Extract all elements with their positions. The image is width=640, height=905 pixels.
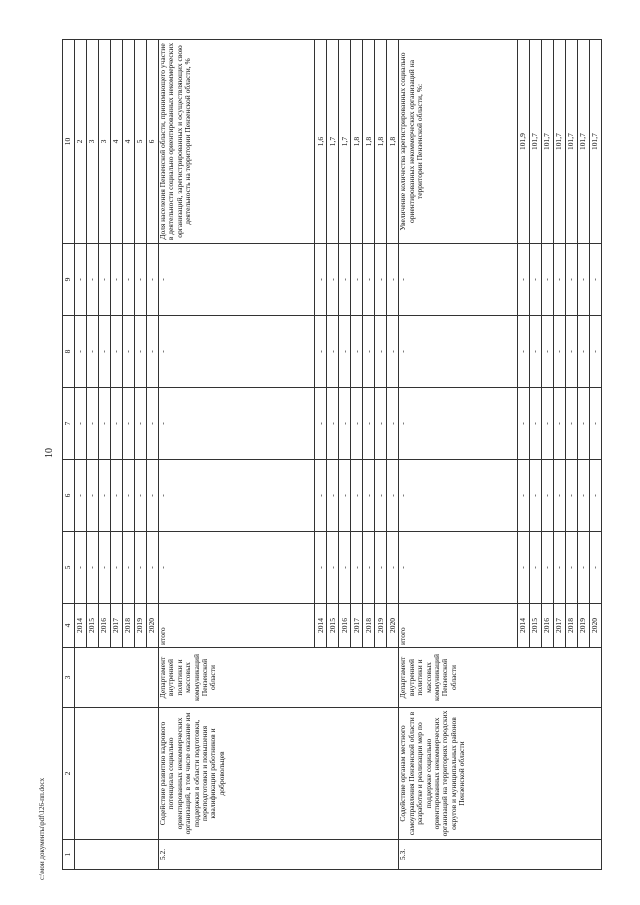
- value-cell: -: [99, 388, 111, 460]
- value-cell: 1,8: [387, 40, 399, 244]
- section-total-row: [399, 40, 518, 870]
- value-cell: -: [351, 460, 363, 532]
- value-cell: -: [542, 316, 554, 388]
- value-cell: -: [147, 388, 159, 460]
- total-value-cell: -: [399, 532, 518, 604]
- value-cell: -: [123, 388, 135, 460]
- value-cell: -: [554, 388, 566, 460]
- header-cell: 8: [63, 316, 75, 388]
- value-cell: 1,8: [363, 40, 375, 244]
- value-cell: -: [327, 532, 339, 604]
- header-cell: 6: [63, 460, 75, 532]
- value-cell: -: [135, 388, 147, 460]
- value-cell: -: [363, 460, 375, 532]
- value-cell: -: [590, 460, 602, 532]
- value-cell: -: [554, 460, 566, 532]
- value-cell: -: [351, 388, 363, 460]
- value-cell: -: [518, 316, 530, 388]
- value-cell: 101,7: [530, 40, 542, 244]
- total-value-cell: -: [399, 316, 518, 388]
- value-cell: 1,8: [375, 40, 387, 244]
- value-cell: -: [387, 388, 399, 460]
- value-cell: -: [147, 244, 159, 316]
- value-cell: -: [123, 532, 135, 604]
- section-name: Содействие органам местного самоуправления Пензенской области в разработке и реализации мер по поддержке социально ориентированных некоммерческих организаций на территориях городских округов и муниципальных районов Пензенской области: [399, 708, 602, 840]
- page-number: 10: [44, 448, 55, 458]
- value-cell: -: [542, 532, 554, 604]
- value-cell: -: [75, 532, 87, 604]
- value-cell: -: [375, 460, 387, 532]
- value-cell: -: [87, 460, 99, 532]
- value-cell: 101,7: [578, 40, 590, 244]
- value-cell: -: [147, 316, 159, 388]
- value-cell: -: [542, 244, 554, 316]
- value-cell: -: [578, 460, 590, 532]
- total-value-cell: -: [399, 388, 518, 460]
- value-cell: -: [87, 316, 99, 388]
- header-cell: 7: [63, 388, 75, 460]
- header-cell: 10: [63, 40, 75, 244]
- value-cell: -: [375, 532, 387, 604]
- value-cell: -: [75, 316, 87, 388]
- value-cell: -: [351, 244, 363, 316]
- value-cell: -: [518, 532, 530, 604]
- section-name: Содействие развитию кадрового потенциала социально ориентированных некоммерческих организаций, в том числе оказание им поддержки в области подготовки, переподготовки и повышения квалификации работников и добровольцев: [159, 708, 399, 840]
- section-number: 5.2.: [159, 840, 399, 870]
- total-value-cell: -: [159, 316, 315, 388]
- value-cell: -: [111, 388, 123, 460]
- section-number: 5.3.: [399, 840, 602, 870]
- value-cell: -: [339, 460, 351, 532]
- value-cell: 101,7: [554, 40, 566, 244]
- value-cell: -: [518, 460, 530, 532]
- year-cell: 2016: [99, 604, 111, 648]
- value-cell: 1,8: [351, 40, 363, 244]
- value-cell: -: [578, 244, 590, 316]
- value-cell: -: [123, 460, 135, 532]
- header-row: [63, 40, 75, 870]
- table-row: [75, 40, 87, 870]
- value-cell: -: [590, 316, 602, 388]
- value-cell: -: [542, 460, 554, 532]
- header-cell: 2: [63, 708, 75, 840]
- total-value-cell: -: [159, 532, 315, 604]
- value-cell: -: [111, 460, 123, 532]
- section-executor: Департамент внутренней политики и массовых коммуникаций Пензенской области: [159, 648, 399, 708]
- value-cell: -: [375, 316, 387, 388]
- value-cell: -: [566, 388, 578, 460]
- value-cell: -: [339, 244, 351, 316]
- value-cell: 101,7: [590, 40, 602, 244]
- value-cell: -: [530, 244, 542, 316]
- header-cell: 4: [63, 604, 75, 648]
- value-cell: -: [315, 532, 327, 604]
- value-cell: -: [123, 316, 135, 388]
- year-cell: 2014: [315, 604, 327, 648]
- value-cell: 2: [75, 40, 87, 244]
- value-cell: -: [387, 316, 399, 388]
- year-cell: 2018: [566, 604, 578, 648]
- year-cell: 2014: [518, 604, 530, 648]
- value-cell: -: [339, 532, 351, 604]
- value-cell: 3: [99, 40, 111, 244]
- year-cell: 2019: [135, 604, 147, 648]
- value-cell: -: [99, 532, 111, 604]
- value-cell: -: [554, 244, 566, 316]
- year-cell: 2015: [530, 604, 542, 648]
- value-cell: -: [111, 244, 123, 316]
- value-cell: -: [590, 388, 602, 460]
- value-cell: -: [351, 316, 363, 388]
- year-cell: 2016: [542, 604, 554, 648]
- year-cell: 2014: [75, 604, 87, 648]
- value-cell: -: [327, 244, 339, 316]
- value-cell: 5: [135, 40, 147, 244]
- value-cell: -: [530, 316, 542, 388]
- value-cell: -: [363, 388, 375, 460]
- footer-file-path: c:\мои документы\pdf\126-пп.docx: [38, 777, 46, 880]
- value-cell: -: [566, 532, 578, 604]
- value-cell: -: [387, 244, 399, 316]
- value-cell: 101,7: [566, 40, 578, 244]
- value-cell: -: [518, 388, 530, 460]
- year-cell: 2017: [554, 604, 566, 648]
- year-cell: 2017: [111, 604, 123, 648]
- year-cell: 2017: [351, 604, 363, 648]
- total-value-cell: -: [399, 460, 518, 532]
- header-cell: 1: [63, 840, 75, 870]
- value-cell: -: [327, 316, 339, 388]
- value-cell: -: [554, 532, 566, 604]
- year-cell: 2018: [123, 604, 135, 648]
- empty-cell: [75, 648, 159, 708]
- value-cell: -: [530, 532, 542, 604]
- total-value-cell: -: [159, 460, 315, 532]
- value-cell: 1,7: [327, 40, 339, 244]
- value-cell: -: [327, 388, 339, 460]
- value-cell: -: [578, 316, 590, 388]
- value-cell: -: [363, 316, 375, 388]
- value-cell: -: [99, 316, 111, 388]
- value-cell: -: [315, 244, 327, 316]
- value-cell: -: [530, 388, 542, 460]
- value-cell: -: [99, 460, 111, 532]
- empty-cell: [75, 840, 159, 870]
- value-cell: -: [578, 388, 590, 460]
- year-cell: 2020: [147, 604, 159, 648]
- value-cell: 6: [147, 40, 159, 244]
- indicator-description: Доля населения Пензенской области, принимающего участие в деятельности социально ориентированных некоммерческих организаций, зарегистрированных и осуществляющих свою деятельность на территории Пензенской области, %: [159, 40, 315, 244]
- value-cell: -: [387, 532, 399, 604]
- value-cell: -: [75, 388, 87, 460]
- value-cell: 4: [111, 40, 123, 244]
- value-cell: -: [375, 244, 387, 316]
- value-cell: -: [387, 460, 399, 532]
- empty-cell: [75, 708, 159, 840]
- value-cell: -: [147, 532, 159, 604]
- total-label: итого: [399, 604, 518, 648]
- value-cell: -: [99, 244, 111, 316]
- value-cell: -: [111, 532, 123, 604]
- value-cell: -: [135, 316, 147, 388]
- year-cell: 2019: [375, 604, 387, 648]
- value-cell: -: [123, 244, 135, 316]
- year-cell: 2015: [327, 604, 339, 648]
- value-cell: -: [135, 460, 147, 532]
- year-cell: 2016: [339, 604, 351, 648]
- value-cell: -: [135, 532, 147, 604]
- header-cell: 3: [63, 648, 75, 708]
- year-cell: 2020: [590, 604, 602, 648]
- total-value-cell: -: [159, 388, 315, 460]
- year-cell: 2020: [387, 604, 399, 648]
- program-table: [62, 39, 602, 870]
- value-cell: -: [566, 244, 578, 316]
- value-cell: -: [566, 460, 578, 532]
- value-cell: -: [111, 316, 123, 388]
- value-cell: -: [554, 316, 566, 388]
- value-cell: 1,6: [315, 40, 327, 244]
- indicator-description: Увеличение количества зарегистрированных социально ориентированных некоммерческих организаций на территории Пензенской области, %:: [399, 40, 518, 244]
- value-cell: -: [339, 316, 351, 388]
- year-cell: 2019: [578, 604, 590, 648]
- value-cell: -: [87, 244, 99, 316]
- value-cell: -: [75, 460, 87, 532]
- value-cell: -: [351, 532, 363, 604]
- table-body: [75, 40, 602, 870]
- value-cell: -: [87, 388, 99, 460]
- value-cell: -: [87, 532, 99, 604]
- year-cell: 2015: [87, 604, 99, 648]
- value-cell: -: [135, 244, 147, 316]
- value-cell: -: [327, 460, 339, 532]
- total-label: итого: [159, 604, 315, 648]
- program-table-sheet: [62, 40, 602, 870]
- value-cell: -: [315, 460, 327, 532]
- section-total-row: [159, 40, 315, 870]
- value-cell: -: [363, 244, 375, 316]
- year-cell: 2018: [363, 604, 375, 648]
- value-cell: -: [339, 388, 351, 460]
- section-executor: Департамент внутренней политики и массовых коммуникаций Пензенской области: [399, 648, 602, 708]
- header-cell: 5: [63, 532, 75, 604]
- value-cell: -: [566, 316, 578, 388]
- value-cell: -: [315, 316, 327, 388]
- header-cell: 9: [63, 244, 75, 316]
- value-cell: 4: [123, 40, 135, 244]
- value-cell: -: [578, 532, 590, 604]
- total-value-cell: -: [159, 244, 315, 316]
- value-cell: 1,7: [339, 40, 351, 244]
- value-cell: -: [363, 532, 375, 604]
- value-cell: -: [147, 460, 159, 532]
- value-cell: -: [590, 244, 602, 316]
- value-cell: -: [542, 388, 554, 460]
- value-cell: -: [315, 388, 327, 460]
- value-cell: -: [530, 460, 542, 532]
- value-cell: -: [590, 532, 602, 604]
- value-cell: 101,7: [542, 40, 554, 244]
- value-cell: 3: [87, 40, 99, 244]
- value-cell: -: [518, 244, 530, 316]
- value-cell: -: [75, 244, 87, 316]
- value-cell: 101,9: [518, 40, 530, 244]
- total-value-cell: -: [399, 244, 518, 316]
- value-cell: -: [375, 388, 387, 460]
